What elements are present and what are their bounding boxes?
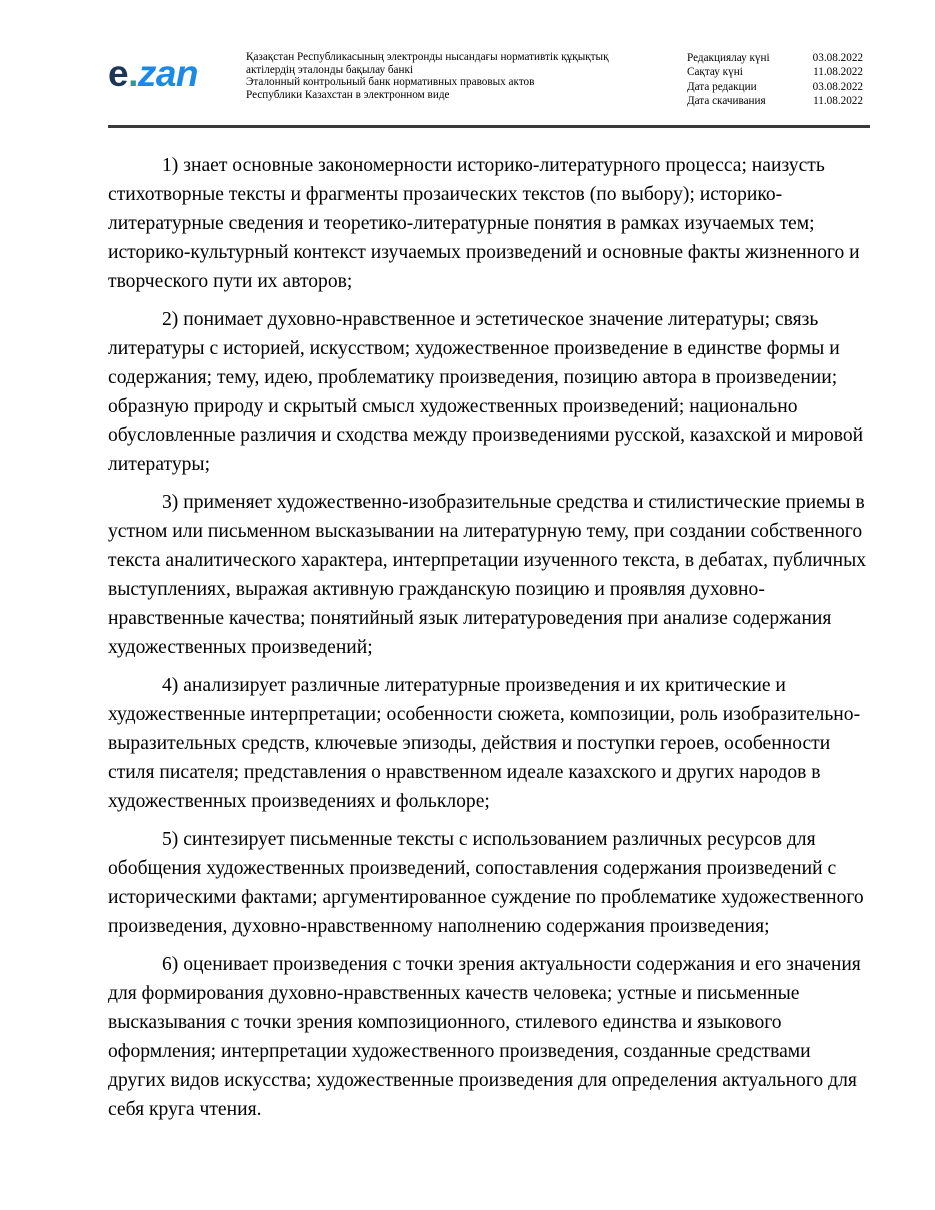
registry-title xyxy=(246,51,666,101)
registry-line: Эталонный контрольный банк нормативных правовых актов xyxy=(246,76,535,89)
meta-label: Сақтау күні xyxy=(687,66,743,79)
header-divider xyxy=(108,125,870,128)
meta-value: 11.08.2022 xyxy=(813,95,863,108)
paragraph-item-3: 3) применяет художественно-изобразительные средства и стилистические приемы в устном или письменном высказывании на литературную тему, при создании собственного текста аналитического характера, интерпретации изученного текста, в дебатах, публичных выступлениях, выражая активную гражданскую позицию и проявляя духовно-нравственные качества; понятийный язык литературоведения при анализе содержания художественных произведений; xyxy=(108,492,867,658)
logo-e: e xyxy=(108,53,129,94)
registry-line: актілердің эталонды бақылау банкі xyxy=(246,63,414,76)
registry-line: Республики Казахстан в электронном виде xyxy=(246,88,450,101)
meta-label: Редакциялау күні xyxy=(687,52,770,64)
meta-value: 03.08.2022 xyxy=(812,80,863,93)
meta-label: Дата редакции xyxy=(687,80,757,93)
meta-row-edit-date-ru xyxy=(687,80,863,94)
document-body xyxy=(108,151,873,1133)
meta-value: 11.08.2022 xyxy=(813,66,863,79)
document-dates xyxy=(687,51,863,109)
paragraph-item-5: 5) синтезирует письменные тексты с использованием различных ресурсов для обобщения художественных произведений, сопоставления содержания произведений с историческими фактами; аргументированное суждение по проблематике художественного произведения, духовно-нравственному наполнению содержания произведения; xyxy=(108,829,864,937)
paragraph-item-4: 4) анализирует различные литературные произведения и их критические и художественные интерпретации; особенности сюжета, композиции, роль изобразительно-выразительных средств, ключевые эпизоды, действия и поступки героев, особенности стиля писателя; представления о нравственном идеале казахского и других народов в художественных произведениях и фольклоре; xyxy=(108,675,861,812)
meta-row-save-date-kz xyxy=(687,65,863,79)
logo-dot: . xyxy=(128,53,138,94)
logo-zan: zan xyxy=(137,53,199,94)
meta-row-edit-date-kz xyxy=(687,51,863,65)
paragraph-item-1: 1) знает основные закономерности историко-литературного процесса; наизусть стихотворные тексты и фрагменты прозаических текстов (по выбору); историко-литературные сведения и теоретико-литературные понятия в рамках изучаемых тем; историко-культурный контекст изучаемых произведений и основные факты жизненного и творческого пути их авторов; xyxy=(108,155,860,292)
paragraph-item-2: 2) понимает духовно-нравственное и эстетическое значение литературы; связь литературы с историей, искусством; художественное произведение в единстве формы и содержания; тему, идею, проблематику произведения, позицию автора в произведении; образную природу и скрытый смысл художественных произведений; национально обусловленные различия и сходства между произведениями русской, казахской и мировой литературы; xyxy=(108,309,864,475)
meta-label: Дата скачивания xyxy=(687,95,766,108)
meta-value: 03.08.2022 xyxy=(812,52,863,64)
registry-line: Қазақстан Республикасының электронды нысандағы нормативтік құқықтық xyxy=(246,51,609,63)
page-header xyxy=(0,0,935,130)
paragraph-item-6: 6) оценивает произведения с точки зрения актуальности содержания и его значения для формирования духовно-нравственных качеств человека; устные и письменные высказывания с точки зрения композиционного, стилевого единства и языкового оформления; интерпретации художественного произведения, созданные средствами других видов искусства; художественные произведения для определения актуального для себя круга чтения. xyxy=(108,954,861,1120)
meta-row-download-date-ru xyxy=(687,94,863,108)
ezan-logo xyxy=(108,52,198,96)
